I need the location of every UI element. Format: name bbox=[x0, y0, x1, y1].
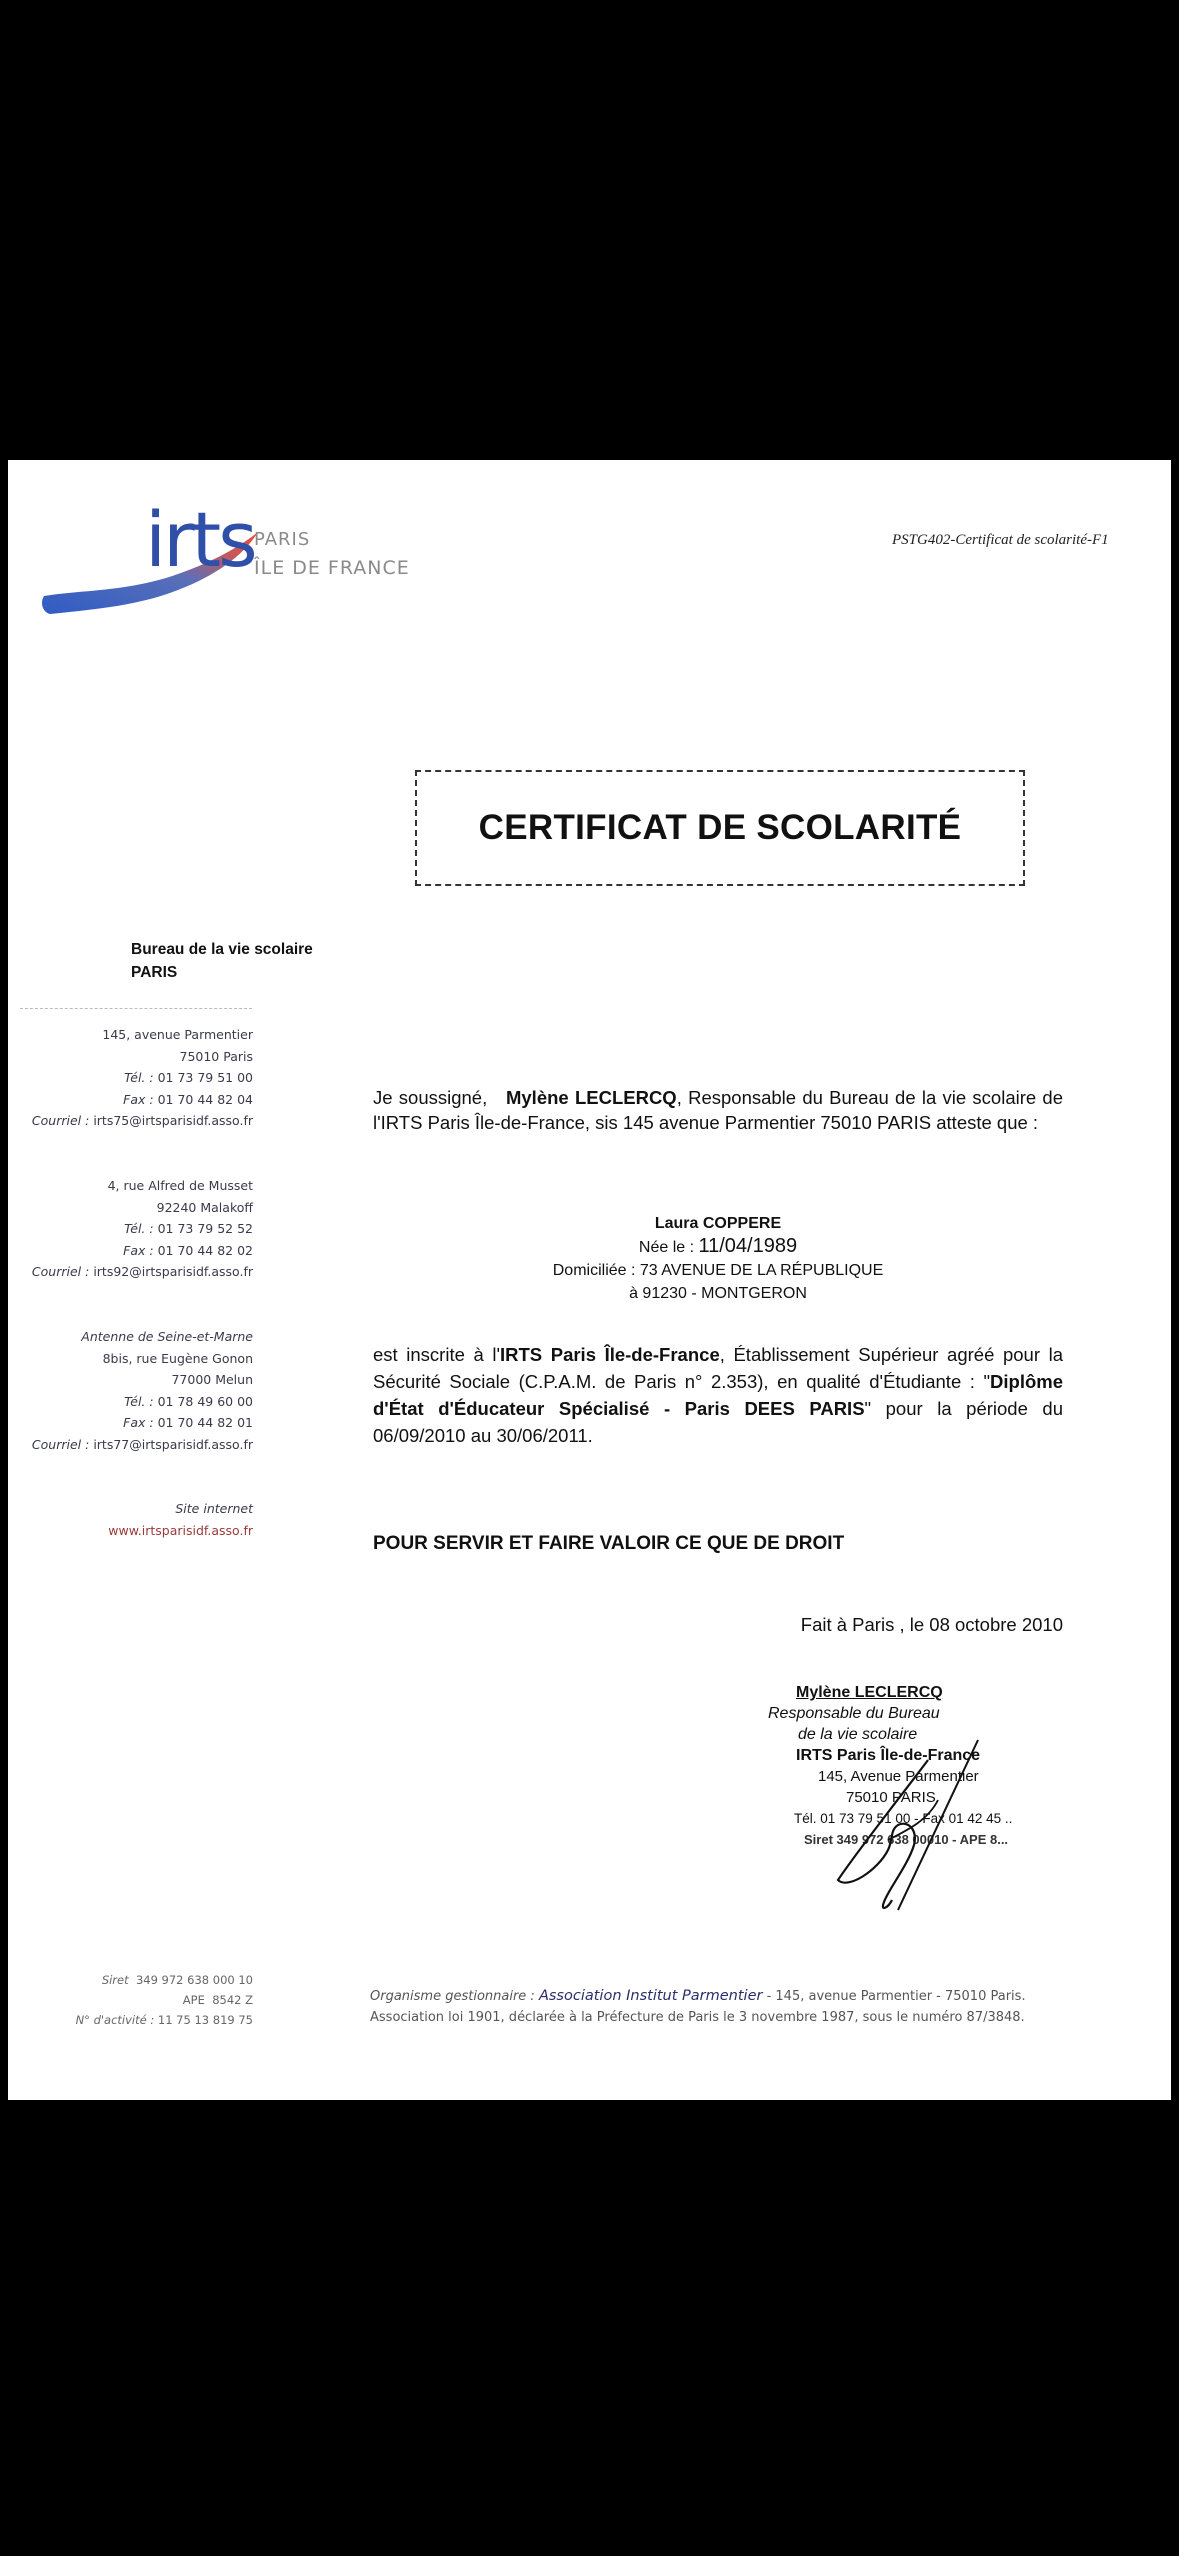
handwritten-signature-icon bbox=[818, 1730, 1018, 1920]
fax-line bbox=[32, 1089, 253, 1111]
document-reference: PSTG402-Certificat de scolarité-F1 bbox=[892, 532, 1109, 548]
activity-line bbox=[76, 2010, 253, 2030]
fax-value: 01 70 44 82 04 bbox=[157, 1091, 253, 1107]
address-line: 4, rue Alfred de Musset bbox=[107, 1178, 253, 1193]
email-link[interactable]: irts92@irtsparisidf.asso.fr bbox=[93, 1264, 253, 1279]
fax-label: Fax : bbox=[123, 1242, 154, 1258]
tel-value: 01 78 49 60 00 bbox=[157, 1393, 253, 1409]
fax-value: 01 70 44 82 02 bbox=[157, 1242, 253, 1258]
signer-name: Mylène LECLERCQ bbox=[505, 1087, 677, 1108]
tel-value: 01 73 79 51 00 bbox=[157, 1070, 253, 1085]
dob-label: Née le : bbox=[638, 1239, 695, 1256]
tel-value: 01 73 79 52 52 bbox=[157, 1221, 253, 1236]
dob-value: 11/04/1989 bbox=[698, 1235, 798, 1257]
antenna-heading-text: Antenne de Seine-et-Marne bbox=[81, 1329, 253, 1344]
enrollment-text-1: est inscrite à l' bbox=[373, 1344, 500, 1365]
certificate-page bbox=[8, 460, 1171, 2100]
fax-line bbox=[32, 1412, 253, 1434]
intro-paragraph bbox=[373, 1085, 1063, 1135]
dob-line bbox=[373, 1235, 1063, 1259]
place-date: Fait à Paris , le 08 octobre 2010 bbox=[800, 1614, 1063, 1635]
address-block-melun bbox=[32, 1326, 253, 1455]
org-line bbox=[370, 1986, 1026, 2007]
address-block-paris bbox=[32, 1024, 253, 1132]
sidebar-divider bbox=[20, 1008, 252, 1009]
email-label: Courriel : bbox=[31, 1436, 90, 1452]
enrollment-text-3: " pour la période du 06/09/2010 au 30/06/2011. bbox=[373, 1398, 1063, 1446]
address-line: 145, avenue Parmentier bbox=[102, 1027, 253, 1042]
email-link[interactable]: irts77@irtsparisidf.asso.fr bbox=[93, 1436, 253, 1452]
tel-line bbox=[32, 1067, 253, 1089]
bureau-line-1: Bureau de la vie scolaire bbox=[131, 941, 313, 958]
enrollment-paragraph bbox=[373, 1341, 1063, 1449]
school-name: IRTS Paris Île-de-France bbox=[500, 1344, 720, 1365]
address-line: 77000 Melun bbox=[171, 1372, 253, 1387]
org-label: Organisme gestionnaire : bbox=[370, 1989, 535, 2004]
logo-wordmark: irts bbox=[145, 495, 255, 584]
org-legal-line: Association loi 1901, déclarée à la Préfecture de Paris le 3 novembre 1987, sous le numéro 87/3848. bbox=[370, 2010, 1025, 2025]
address-value: 73 AVENUE DE LA RÉPUBLIQUE bbox=[639, 1262, 884, 1279]
tel-line bbox=[32, 1218, 253, 1240]
closing-statement: POUR SERVIR ET FAIRE VALOIR CE QUE DE DROIT bbox=[373, 1533, 845, 1554]
signatory-role-2: de la vie scolaire bbox=[798, 1726, 918, 1743]
signatory-name: Mylène LECLERCQ bbox=[796, 1684, 943, 1701]
stamp-line-3: 75010 PARIS bbox=[846, 1789, 936, 1806]
site-label bbox=[108, 1498, 253, 1520]
city-line: à 91230 - MONTGERON bbox=[629, 1285, 807, 1302]
email-link[interactable]: irts75@irtsparisidf.asso.fr bbox=[93, 1113, 253, 1128]
address-block-malakoff bbox=[32, 1175, 253, 1283]
ape-value: 8542 Z bbox=[212, 1993, 253, 2007]
logo-line-paris: PARIS bbox=[254, 529, 311, 550]
email-line bbox=[32, 1110, 253, 1132]
email-line bbox=[32, 1434, 253, 1456]
email-label: Courriel : bbox=[31, 1113, 90, 1128]
fax-label: Fax : bbox=[123, 1091, 154, 1107]
fax-line bbox=[32, 1240, 253, 1262]
address-line: 8bis, rue Eugène Gonon bbox=[102, 1350, 253, 1366]
student-name: Laura COPPERE bbox=[654, 1215, 782, 1232]
activity-label: N° d'activité : bbox=[75, 2013, 155, 2027]
intro-text-2: , Responsable du Bureau de la vie scolaire de l'IRTS Paris Île-de-France, sis 145 avenue Parmentier 75010 PARIS atteste que : bbox=[373, 1087, 1064, 1133]
intro-text: Je soussigné, bbox=[373, 1087, 488, 1108]
address-line: 75010 Paris bbox=[179, 1048, 253, 1064]
tel-line bbox=[32, 1391, 253, 1413]
org-address: - 145, avenue Parmentier - 75010 Paris. bbox=[762, 1989, 1026, 2004]
bureau-line-2: PARIS bbox=[131, 964, 178, 981]
ape-label: APE bbox=[182, 1993, 205, 2007]
document-title: CERTIFICAT DE SCOLARITÉ bbox=[478, 808, 962, 847]
email-label: Courriel : bbox=[31, 1264, 90, 1279]
tel-label: Tél. : bbox=[124, 1393, 154, 1409]
enrollment-text-2: , Établissement Supérieur agréé pour la Sécurité Sociale (C.P.A.M. de Paris n° 2.353), en qualité d'Étudiante : " bbox=[373, 1344, 1063, 1392]
tel-label: Tél. : bbox=[124, 1221, 154, 1236]
email-line bbox=[32, 1261, 253, 1283]
stamp-line-2: 145, Avenue Parmentier bbox=[818, 1768, 979, 1785]
title-box bbox=[415, 770, 1025, 886]
student-block bbox=[373, 1212, 1063, 1305]
bureau-heading bbox=[131, 938, 313, 984]
tel-label: Tél. : bbox=[124, 1070, 154, 1085]
ape-line bbox=[76, 1990, 253, 2010]
stamp-line-5: Siret 349 972 638 00010 - APE 8... bbox=[804, 1832, 1009, 1847]
activity-value: 11 75 13 819 75 bbox=[157, 2013, 253, 2027]
siret-value: 349 972 638 000 10 bbox=[135, 1973, 253, 1987]
address-label: Domiciliée : bbox=[552, 1262, 636, 1279]
footer-registration bbox=[76, 1970, 253, 2030]
stamp-line-4: Tél. 01 73 79 51 00 - Fax 01 42 45 .. bbox=[794, 1811, 1013, 1826]
org-name: Association Institut Parmentier bbox=[538, 1988, 763, 2004]
footer-organisation bbox=[370, 1986, 1026, 2028]
address-line bbox=[373, 1259, 1063, 1282]
program-name: Diplôme d'État d'Éducateur Spécialisé - Paris DEES PARIS bbox=[373, 1371, 1063, 1419]
website-block bbox=[108, 1498, 253, 1541]
website-link[interactable]: www.irtsparisidf.asso.fr bbox=[108, 1522, 253, 1538]
address-line: 92240 Malakoff bbox=[156, 1199, 253, 1215]
signatory-role-1: Responsable du Bureau bbox=[768, 1705, 940, 1722]
siret-line bbox=[76, 1970, 253, 1990]
stamp-line-1: IRTS Paris Île-de-France bbox=[796, 1747, 981, 1764]
fax-value: 01 70 44 82 01 bbox=[157, 1415, 253, 1430]
fax-label: Fax : bbox=[123, 1415, 154, 1430]
site-label-text: Site internet bbox=[175, 1501, 253, 1516]
logo-line-idf: ÎLE DE FRANCE bbox=[254, 557, 410, 579]
siret-label: Siret bbox=[101, 1973, 129, 1987]
antenna-heading bbox=[32, 1326, 253, 1348]
